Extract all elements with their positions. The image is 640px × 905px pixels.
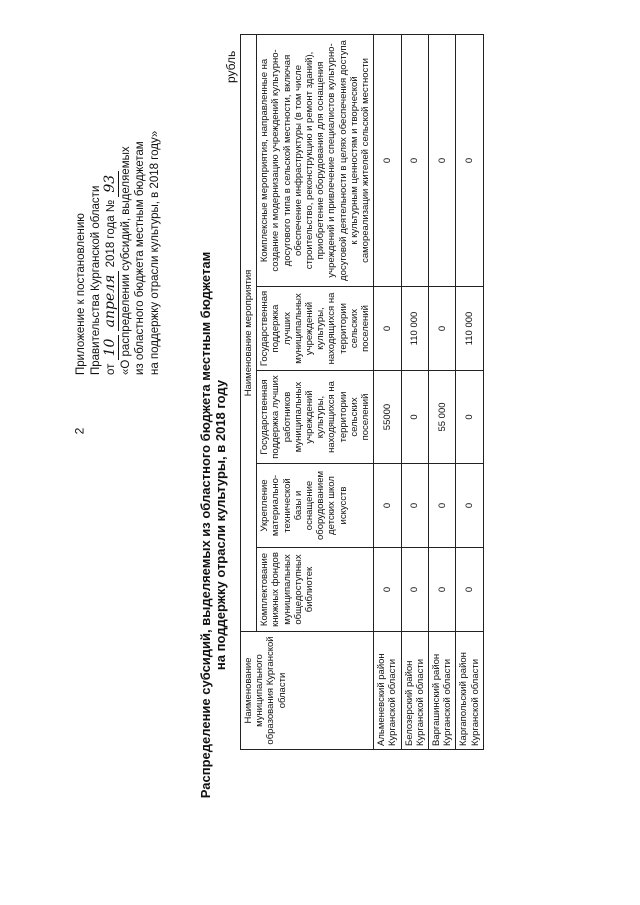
appendix-line: «О распределении субсидий, выделяемых [119,146,132,375]
page-number: 2 [72,427,87,435]
header-col-1: Комплектование книжных фондов муниципальных общедоступных библиотек [257,548,374,632]
municipality-name: Альменевский район Курганской области [374,632,401,750]
value-cell: 0 [401,34,428,286]
header-col-2: Укрепление материально-технической базы и оснащение оборудованием детских школ искусств [257,464,374,548]
header-municipality: Наименование муниципального образования Курганской области [241,632,374,750]
value-cell: 55000 [374,371,401,464]
value-cell: 0 [401,464,428,548]
table-row [401,34,428,749]
table-row [429,34,456,749]
value-cell: 0 [456,34,483,286]
value-cell: 0 [429,34,456,286]
municipality-name: Каргапольский район Курганской области [456,632,483,750]
municipality-name: Белозерский район Курганской области [401,632,428,750]
handwritten-doc-number: 93 [103,171,119,197]
document-title [198,245,228,805]
value-cell: 0 [374,287,401,371]
appendix-date-line [103,55,119,375]
date-prefix: от [105,363,117,375]
value-cell: 0 [429,464,456,548]
appendix-line: на поддержку отрасли культуры, в 2018 году» [148,130,161,375]
header-col-3: Государственная поддержка лучших работников муниципальных учреждений культуры, находящихся на территории сельских поселений [257,371,374,464]
header-col-4: Государственная поддержка лучших муниципальных учреждений культуры, находящихся на территории сельских поселений [257,287,374,371]
value-cell: 55 000 [429,371,456,464]
table-row [374,34,401,749]
date-year: 2018 года № [105,199,117,268]
value-cell: 0 [401,548,428,632]
value-cell: 0 [374,34,401,286]
value-cell: 0 [374,548,401,632]
handwritten-month: апреля [103,271,119,332]
subsidy-table [240,34,484,750]
value-cell: 0 [456,464,483,548]
header-col-5: Комплексные мероприятия, направленные на создание и модернизацию учреждений культурно-досугового типа в сельской местности, включая обеспечение инфраструктуры (в том числе строительство, реконструкцию и ремонт зданий), приобретение оборудования для оснащения учреждений и привлечение специалистов культурно-досуговой деятельности в целях обеспечения доступа к культурным ценностям и творческой самореализации жителей сельской местности [257,34,374,286]
appendix-block [74,55,162,375]
title-line: Распределение субсидий, выделяемых из областного бюджета местным бюджетам [198,251,213,799]
municipality-name: Варгашинский район Курганской области [429,632,456,750]
unit-label: рубль [224,50,238,83]
appendix-line: Правительства Курганской области [89,185,102,375]
value-cell: 0 [374,464,401,548]
value-cell: 0 [456,371,483,464]
appendix-line: из областного бюджета местным бюджетам [134,141,146,375]
value-cell: 110 000 [456,287,483,371]
handwritten-day: 10 [103,335,119,361]
title-line: на поддержку отрасли культуры, в 2018 году [213,379,228,671]
table-row [456,34,483,749]
value-cell: 0 [401,371,428,464]
appendix-line: Приложение к постановлению [75,213,87,375]
value-cell: 0 [456,548,483,632]
value-cell: 110 000 [401,287,428,371]
header-measures-group: Наименование мероприятия [241,34,257,631]
value-cell: 0 [429,548,456,632]
value-cell: 0 [429,287,456,371]
